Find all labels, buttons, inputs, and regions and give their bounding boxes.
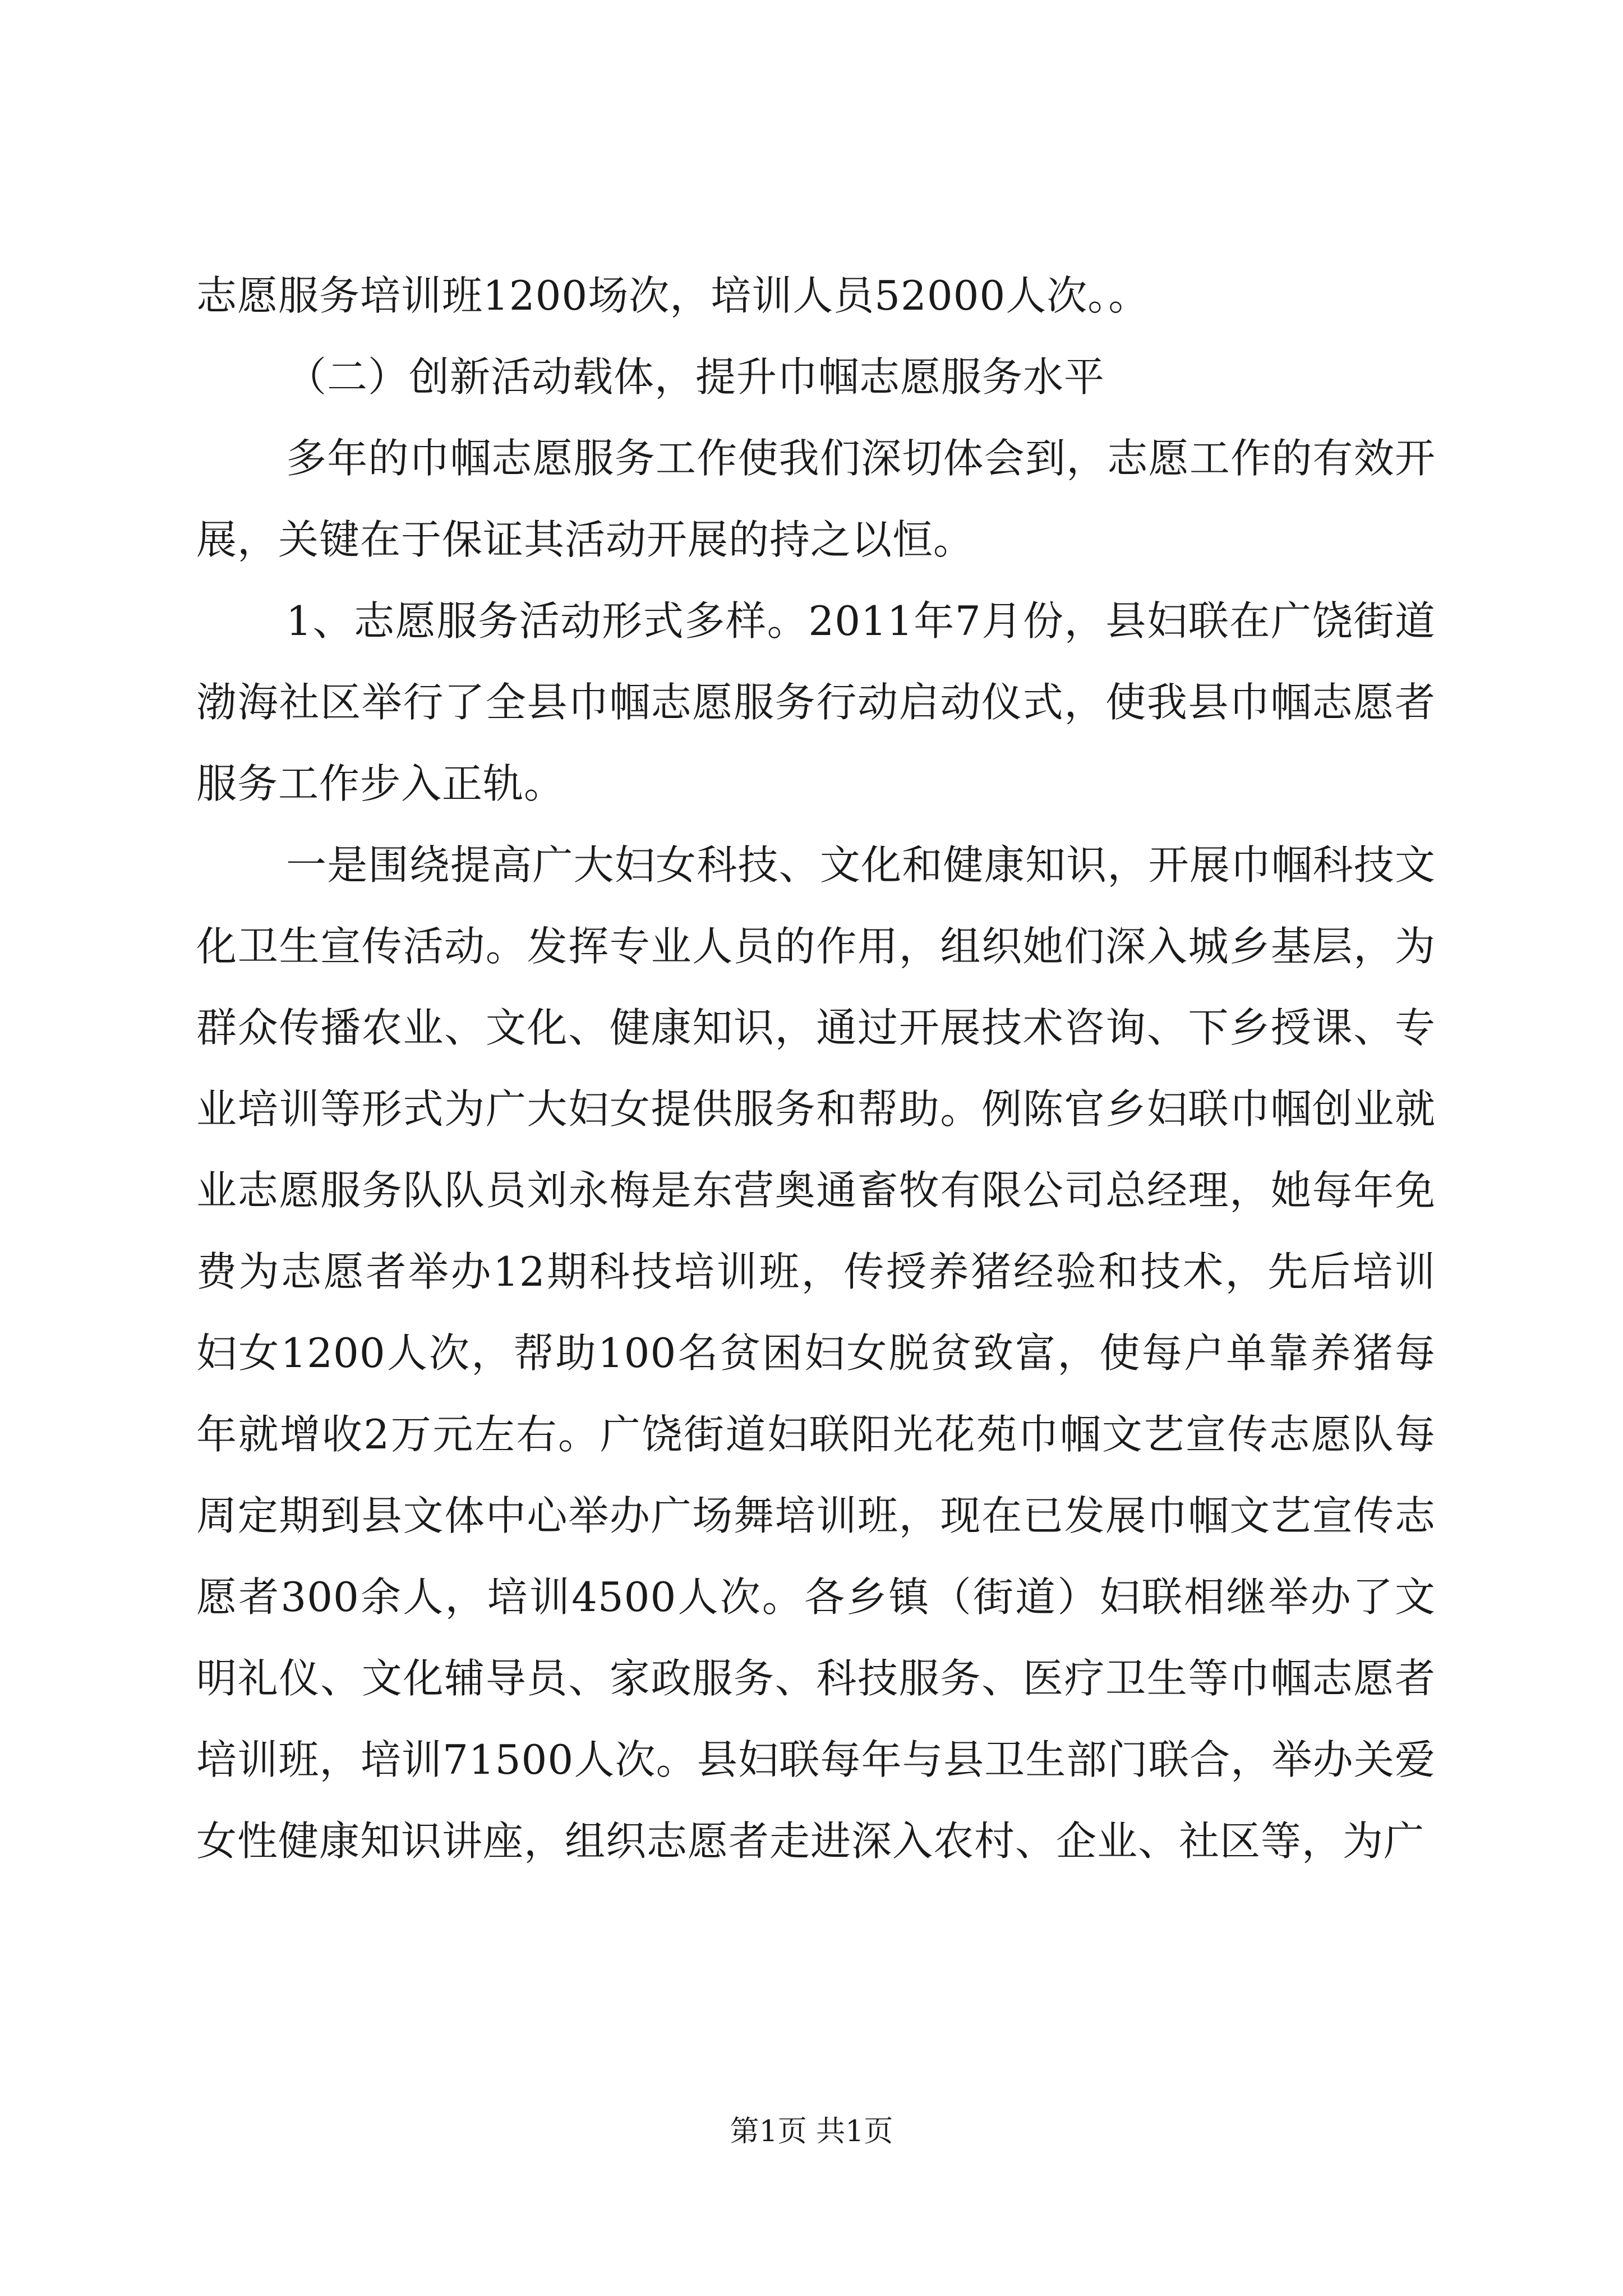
document-body: [196, 255, 1436, 1882]
paragraph: 1、志愿服务活动形式多样。2011年7月份，县妇联在广饶街道渤海社区举行了全县巾帼志愿服务行动启动仪式，使我县巾帼志愿者服务工作步入正轨。: [196, 597, 1436, 807]
paragraph-continuation: 志愿服务培训班1200场次，培训人员52000人次。。: [196, 272, 1150, 319]
section-heading: （二）创新活动载体，提升巾帼志愿服务水平: [286, 353, 1105, 401]
paragraph: 一是围绕提高广大妇女科技、文化和健康知识，开展巾帼科技文化卫生宣传活动。发挥专业人员的作用，组织她们深入城乡基层，为群众传播农业、文化、健康知识，通过开展技术咨询、下乡授课、专业培训等形式为广大妇女提供服务和帮助。例陈官乡妇联巾帼创业就业志愿服务队队员刘永梅是东营奥通畜牧有限公司总经理，她每年免费为志愿者举办12期科技培训班，传授养猪经验和技术，先后培训妇女1200人次，帮助100名贫困妇女脱贫致富，使每户单靠养猪每年就增收2万元左右。广饶街道妇联阳光花苑巾帼文艺宣传志愿队每周定期到县文体中心举办广场舞培训班，现在已发展巾帼文艺宣传志愿者300余人，培训4500人次。各乡镇（街道）妇联相继举办了文明礼仪、文化辅导员、家政服务、科技服务、医疗卫生等巾帼志愿者培训班，培训71500人次。县妇联每年与县卫生部门联合，举办关爱女性健康知识讲座，组织志愿者走进深入农村、企业、社区等，为广: [196, 841, 1436, 1865]
paragraph: 多年的巾帼志愿服务工作使我们深切体会到，志愿工作的有效开展，关键在于保证其活动开展的持之以恒。: [196, 435, 1436, 563]
page-footer: 第1页 共1页: [730, 2115, 893, 2148]
